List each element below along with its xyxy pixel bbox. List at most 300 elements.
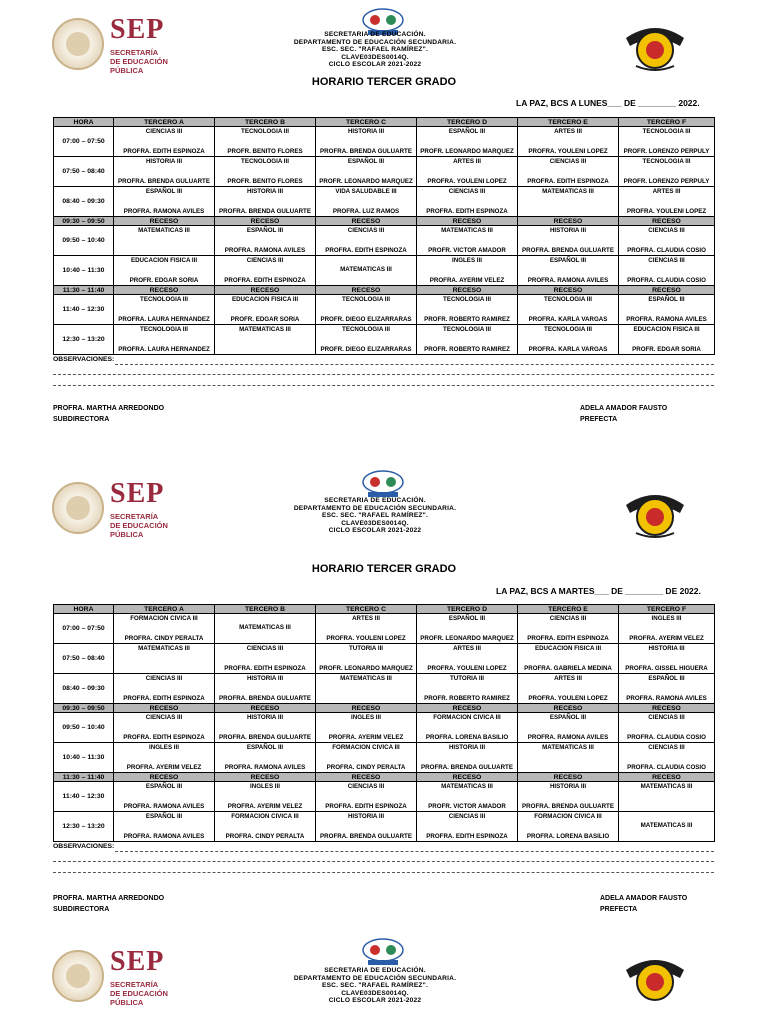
subject-name: VIDA SALUDABLE III	[335, 188, 397, 195]
school-crest-icon	[622, 18, 688, 74]
subject-name: MATEMATICAS III	[640, 783, 693, 790]
teacher-name: PROFRA. YOULENI LOPEZ	[427, 178, 507, 185]
class-cell	[215, 782, 316, 812]
subject-name: TECNOLOGIA III	[544, 326, 592, 333]
date-line: LA PAZ, BCS A LUNES___ DE ________ 2022.	[516, 98, 700, 108]
class-cell	[417, 782, 518, 812]
class-cell	[215, 127, 316, 157]
teacher-name: PROFRA. LAURA HERNANDEZ	[118, 316, 210, 323]
prefect-signature: ADELA AMADOR FAUSTO PREFECTA	[580, 405, 668, 423]
class-cell	[316, 644, 417, 674]
subject-name: ESPAÑOL III	[448, 615, 486, 622]
recess-cell: RECESO	[619, 217, 715, 226]
observations-label: OBSERVACIONES:	[53, 356, 115, 363]
teacher-name: PROFRA. EDITH ESPINOZA	[123, 695, 205, 702]
class-cell	[316, 127, 417, 157]
teacher-name: PROFR. LORENZO PERPULY	[623, 178, 710, 185]
time-slot: 07:00 – 07:50	[54, 614, 114, 644]
school-crest-icon	[622, 485, 688, 541]
subject-name: ARTES III	[652, 188, 681, 195]
subject-name: CIENCIAS III	[347, 227, 385, 234]
class-cell	[518, 713, 619, 743]
class-cell	[619, 743, 715, 773]
observations-line	[53, 374, 714, 375]
recess-cell: RECESO	[316, 773, 417, 782]
class-cell	[417, 743, 518, 773]
sep-subtitle: SECRETARÍA DE EDUCACIÓN PÚBLICA	[110, 48, 168, 75]
time-slot: 11:30 – 11:40	[54, 773, 114, 782]
class-cell	[518, 743, 619, 773]
teacher-name: PROFRA. BRENDA GULUARTE	[219, 695, 311, 702]
class-cell	[215, 812, 316, 842]
class-cell	[114, 256, 215, 286]
sep-logo	[52, 14, 172, 78]
teacher-name: PROFRA. EDITH ESPINOZA	[123, 148, 205, 155]
class-cell	[619, 325, 715, 355]
class-cell	[417, 674, 518, 704]
teacher-name: PROFRA. EDITH ESPINOZA	[224, 277, 306, 284]
class-cell	[114, 674, 215, 704]
class-cell	[518, 226, 619, 256]
subject-name: TECNOLOGIA III	[544, 296, 592, 303]
subject-name: INGLES III	[351, 714, 381, 721]
class-cell	[114, 295, 215, 325]
table-row	[54, 187, 715, 217]
table-row	[54, 325, 715, 355]
teacher-name: PROFR. LEONARDO MARQUEZ	[319, 178, 413, 185]
class-cell	[215, 674, 316, 704]
subject-name: MATEMATICAS III	[441, 227, 493, 234]
subject-name: HISTORIA III	[246, 714, 284, 721]
time-slot: 10:40 – 11:30	[54, 743, 114, 773]
subject-name: MATEMATICAS III	[340, 675, 392, 682]
recess-cell: RECESO	[417, 773, 518, 782]
teacher-name: PROFRA. YOULENI LOPEZ	[528, 148, 608, 155]
teacher-name: PROFRA. EDITH ESPINOZA	[426, 208, 508, 215]
class-cell	[114, 614, 215, 644]
time-slot: 09:50 – 10:40	[54, 713, 114, 743]
mexico-seal-icon	[52, 18, 104, 70]
column-header: TERCERO A	[114, 605, 215, 614]
observations-line	[53, 385, 714, 386]
class-cell	[215, 295, 316, 325]
column-header: TERCERO F	[619, 605, 715, 614]
class-cell	[518, 782, 619, 812]
recess-cell: RECESO	[518, 704, 619, 713]
teacher-name: PROFRA. LORENA BASILIO	[425, 734, 509, 741]
subject-name: ESPAÑOL III	[448, 128, 486, 135]
column-header: TERCERO C	[316, 605, 417, 614]
class-cell	[417, 187, 518, 217]
class-cell	[316, 713, 417, 743]
subject-name: HISTORIA III	[549, 783, 587, 790]
recess-cell: RECESO	[114, 704, 215, 713]
subject-name: HISTORIA III	[246, 675, 284, 682]
subject-name: HISTORIA III	[648, 645, 685, 652]
class-cell	[619, 295, 715, 325]
sep-wordmark: SEP	[110, 14, 165, 45]
observations-label: OBSERVACIONES:	[53, 843, 115, 850]
sep-logo	[52, 946, 172, 1010]
teacher-name: PROFR. ROBERTO RAMIREZ	[424, 695, 510, 702]
subject-name: FORMACION CIVICA III	[130, 615, 198, 622]
teacher-name: PROFR. VICTOR AMADOR	[428, 247, 506, 254]
mexico-seal-icon	[52, 950, 104, 1002]
sep-wordmark: SEP	[110, 478, 165, 509]
teacher-name: PROFRA. CLAUDIA COSIO	[627, 277, 706, 284]
class-cell	[619, 157, 715, 187]
subject-name: TECNOLOGIA III	[642, 128, 691, 135]
subject-name: EDUCACION FISICA III	[633, 326, 700, 333]
time-slot: 07:50 – 08:40	[54, 157, 114, 187]
teacher-name: PROFRA. BRENDA GULUARTE	[320, 148, 412, 155]
class-cell	[316, 674, 417, 704]
table-header-row	[54, 118, 715, 127]
teacher-name: PROFRA. BRENDA GULUARTE	[219, 734, 311, 741]
class-cell	[518, 614, 619, 644]
schedule-title: HORARIO TERCER GRADO	[311, 563, 457, 575]
time-slot: 07:00 – 07:50	[54, 127, 114, 157]
class-cell	[619, 127, 715, 157]
subject-name: CIENCIAS III	[648, 714, 685, 721]
recess-cell: RECESO	[619, 286, 715, 295]
teacher-name: PROFRA. AYERIM VELEZ	[328, 734, 404, 741]
class-cell	[619, 256, 715, 286]
class-cell	[518, 157, 619, 187]
teacher-name: PROFR. DIEGO ELIZARRARAS	[320, 346, 412, 353]
subdirector-signature: PROFRA. MARTHA ARREDONDO SUBDIRECTORA	[53, 405, 165, 423]
subject-name: TUTORIA III	[348, 645, 384, 652]
subject-name: TUTORIA III	[449, 675, 485, 682]
recess-cell: RECESO	[417, 286, 518, 295]
teacher-name: PROFRA. AYERIM VELEZ	[429, 277, 505, 284]
subject-name: INGLES III	[149, 744, 179, 751]
table-row	[54, 295, 715, 325]
teacher-name: PROFRA. BRENDA GULUARTE	[118, 178, 210, 185]
time-slot: 12:30 – 13:20	[54, 325, 114, 355]
subject-name: CIENCIAS III	[246, 257, 284, 264]
class-cell	[114, 812, 215, 842]
class-cell	[114, 782, 215, 812]
subject-name: CIENCIAS III	[347, 783, 385, 790]
teacher-name: PROFRA. EDITH ESPINOZA	[224, 665, 306, 672]
schedule-table	[53, 117, 715, 355]
column-header: TERCERO C	[316, 118, 417, 127]
teacher-name: PROFRA. CLAUDIA COSIO	[627, 247, 706, 254]
teacher-name: PROFRA. BRENDA GULUARTE	[421, 764, 513, 771]
subject-name: MATEMATICAS III	[239, 624, 291, 631]
subject-name: CIENCIAS III	[145, 675, 183, 682]
time-slot: 11:30 – 11:40	[54, 286, 114, 295]
subject-name: ESPAÑOL III	[648, 296, 685, 303]
teacher-name: PROFR. ROBERTO RAMIREZ	[424, 316, 510, 323]
school-header: SECRETARIA DE EDUCACIÓN. DEPARTAMENTO DE EDUCACIÓN SECUNDARIA. ESC. SEC. "RAFAEL RAMÍREZ". CLAVE03DES0014Q. CICLO ESCOLAR 2021-2022	[293, 31, 457, 69]
subject-name: FORMACION CIVICA III	[332, 744, 400, 751]
time-slot: 10:40 – 11:30	[54, 256, 114, 286]
subject-name: ESPAÑOL III	[145, 783, 183, 790]
class-cell	[114, 325, 215, 355]
schedule-title: HORARIO TERCER GRADO	[311, 76, 457, 88]
class-cell	[215, 644, 316, 674]
teacher-name: PROFRA. RAMONA AVILES	[123, 833, 205, 840]
teacher-name: PROFRA. EDITH ESPINOZA	[325, 803, 407, 810]
class-cell	[619, 614, 715, 644]
time-slot: 07:50 – 08:40	[54, 644, 114, 674]
subject-name: ESPAÑOL III	[246, 227, 284, 234]
column-header: HORA	[54, 605, 114, 614]
teacher-name: PROFR. LEONARDO MARQUEZ	[420, 635, 514, 642]
subject-name: CIENCIAS III	[648, 257, 685, 264]
teacher-name: PROFRA. EDITH ESPINOZA	[527, 178, 609, 185]
teacher-name: PROFR. LEONARDO MARQUEZ	[319, 665, 413, 672]
prefect-signature: ADELA AMADOR FAUSTO PREFECTA	[600, 895, 688, 913]
date-line: LA PAZ, BCS A MARTES___ DE ________ DE 2022.	[496, 586, 701, 596]
recess-cell: RECESO	[417, 704, 518, 713]
table-row	[54, 812, 715, 842]
teacher-name: PROFRA. RAMONA AVILES	[224, 764, 306, 771]
time-slot: 08:40 – 09:30	[54, 187, 114, 217]
class-cell	[518, 812, 619, 842]
school-crest-icon	[622, 950, 688, 1006]
subject-name: FORMACION CIVICA III	[231, 813, 299, 820]
subject-name: ESPAÑOL III	[648, 675, 685, 682]
teacher-name: PROFRA. RAMONA AVILES	[224, 247, 306, 254]
time-slot: 11:40 – 12:30	[54, 295, 114, 325]
subject-name: TECNOLOGIA III	[342, 296, 390, 303]
subject-name: HISTORIA III	[347, 813, 385, 820]
recess-cell: RECESO	[114, 217, 215, 226]
time-slot: 09:30 – 09:50	[54, 704, 114, 713]
teacher-name: PROFRA. CLAUDIA COSIO	[627, 764, 706, 771]
recess-cell: RECESO	[316, 217, 417, 226]
subject-name: ESPAÑOL III	[347, 158, 385, 165]
recess-cell: RECESO	[215, 286, 316, 295]
class-cell	[417, 713, 518, 743]
class-cell	[316, 226, 417, 256]
class-cell	[316, 782, 417, 812]
class-cell	[619, 782, 715, 812]
subject-name: CIENCIAS III	[549, 615, 587, 622]
table-row	[54, 674, 715, 704]
class-cell	[417, 614, 518, 644]
recess-row	[54, 704, 715, 713]
table-row	[54, 614, 715, 644]
recess-cell: RECESO	[518, 286, 619, 295]
table-row	[54, 782, 715, 812]
recess-cell: RECESO	[316, 704, 417, 713]
subject-name: INGLES III	[651, 615, 682, 622]
subject-name: ARTES III	[352, 615, 380, 622]
recess-cell: RECESO	[114, 286, 215, 295]
class-cell	[316, 295, 417, 325]
subject-name: HISTORIA III	[549, 227, 587, 234]
sep-subtitle: SECRETARÍA DE EDUCACIÓN PÚBLICA	[110, 980, 168, 1007]
subject-name: MATEMATICAS III	[340, 266, 392, 273]
class-cell	[215, 713, 316, 743]
teacher-name: PROFRA. YOULENI LOPEZ	[427, 665, 507, 672]
teacher-name: PROFR. EDGAR SORIA	[230, 316, 300, 323]
observations-line	[53, 872, 714, 873]
subject-name: CIENCIAS III	[549, 158, 587, 165]
subject-name: TECNOLOGIA III	[140, 296, 188, 303]
teacher-name: PROFRA. BRENDA GULUARTE	[219, 208, 311, 215]
school-header: SECRETARIA DE EDUCACIÓN. DEPARTAMENTO DE EDUCACIÓN SECUNDARIA. ESC. SEC. "RAFAEL RAMÍREZ". CLAVE03DES0014Q. CICLO ESCOLAR 2021-2022	[293, 967, 457, 1005]
table-row	[54, 226, 715, 256]
teacher-name: PROFRA. EDITH ESPINOZA	[123, 734, 205, 741]
subject-name: EDUCACION FISICA III	[130, 257, 198, 264]
class-cell	[417, 256, 518, 286]
table-row	[54, 743, 715, 773]
subject-name: MATEMATICAS III	[542, 744, 594, 751]
observations-line	[115, 364, 714, 365]
class-cell	[518, 674, 619, 704]
table-row	[54, 713, 715, 743]
column-header: TERCERO E	[518, 605, 619, 614]
teacher-name: PROFRA. BRENDA GULUARTE	[522, 247, 614, 254]
class-cell	[316, 157, 417, 187]
class-cell	[518, 295, 619, 325]
subject-name: MATEMATICAS III	[441, 783, 493, 790]
class-cell	[215, 614, 316, 644]
teacher-name: PROFRA. RAMONA AVILES	[527, 277, 609, 284]
recess-cell: RECESO	[619, 704, 715, 713]
class-cell	[114, 743, 215, 773]
teacher-name: PROFRA. RAMONA AVILES	[123, 803, 205, 810]
class-cell	[114, 713, 215, 743]
teacher-name: PROFR. VICTOR AMADOR	[428, 803, 506, 810]
class-cell	[114, 226, 215, 256]
schedule-table	[53, 604, 715, 842]
subject-name: ESPAÑOL III	[549, 714, 587, 721]
class-cell	[417, 812, 518, 842]
recess-row	[54, 217, 715, 226]
class-cell	[215, 187, 316, 217]
teacher-name: PROFR. EDGAR SORIA	[632, 346, 701, 353]
subject-name: CIENCIAS III	[246, 645, 284, 652]
sep-wordmark: SEP	[110, 946, 165, 977]
table-row	[54, 644, 715, 674]
subject-name: TECNOLOGIA III	[642, 158, 691, 165]
subject-name: MATEMATICAS III	[138, 227, 190, 234]
class-cell	[417, 325, 518, 355]
subject-name: TECNOLOGIA III	[241, 158, 289, 165]
teacher-name: PROFRA. AYERIM VELEZ	[629, 635, 704, 642]
subject-name: HISTORIA III	[448, 744, 486, 751]
teacher-name: PROFRA. CINDY PERALTA	[225, 833, 305, 840]
subject-name: ARTES III	[453, 645, 481, 652]
subject-name: CIENCIAS III	[648, 227, 685, 234]
teacher-name: PROFR. EDGAR SORIA	[129, 277, 199, 284]
subject-name: INGLES III	[250, 783, 280, 790]
subject-name: HISTORIA III	[145, 158, 183, 165]
table-row	[54, 256, 715, 286]
class-cell	[518, 256, 619, 286]
class-cell	[316, 187, 417, 217]
time-slot: 08:40 – 09:30	[54, 674, 114, 704]
subject-name: TECNOLOGIA III	[443, 326, 491, 333]
teacher-name: PROFR. BENITO FLORES	[227, 148, 303, 155]
class-cell	[316, 614, 417, 644]
recess-cell: RECESO	[114, 773, 215, 782]
class-cell	[417, 127, 518, 157]
time-slot: 09:50 – 10:40	[54, 226, 114, 256]
column-header: TERCERO D	[417, 118, 518, 127]
teacher-name: PROFRA. AYERIM VELEZ	[126, 764, 202, 771]
subject-name: ESPAÑOL III	[246, 744, 284, 751]
teacher-name: PROFRA. LUZ RAMOS	[332, 208, 400, 215]
class-cell	[114, 644, 215, 674]
teacher-name: PROFRA. YOULENI LOPEZ	[626, 208, 707, 215]
subject-name: MATEMATICAS III	[239, 326, 291, 333]
class-cell	[114, 127, 215, 157]
class-cell	[215, 256, 316, 286]
column-header: TERCERO D	[417, 605, 518, 614]
subdirector-signature: PROFRA. MARTHA ARREDONDO SUBDIRECTORA	[53, 895, 165, 913]
teacher-name: PROFRA. RAMONA AVILES	[626, 316, 707, 323]
class-cell	[114, 157, 215, 187]
teacher-name: PROFRA. EDITH ESPINOZA	[426, 833, 508, 840]
subject-name: ESPAÑOL III	[145, 188, 183, 195]
recess-cell: RECESO	[619, 773, 715, 782]
recess-cell: RECESO	[215, 704, 316, 713]
teacher-name: PROFRA. YOULENI LOPEZ	[528, 695, 608, 702]
class-cell	[619, 644, 715, 674]
subject-name: TECNOLOGIA III	[140, 326, 188, 333]
recess-cell: RECESO	[518, 773, 619, 782]
time-slot: 12:30 – 13:20	[54, 812, 114, 842]
subject-name: CIENCIAS III	[145, 714, 183, 721]
teacher-name: PROFRA. BRENDA GULUARTE	[320, 833, 412, 840]
class-cell	[518, 644, 619, 674]
mexico-seal-icon	[52, 482, 104, 534]
table-row	[54, 157, 715, 187]
subject-name: EDUCACION FISICA III	[231, 296, 299, 303]
teacher-name: PROFRA. GISSEL HIGUERA	[625, 665, 708, 672]
subject-name: TECNOLOGIA III	[443, 296, 491, 303]
class-cell	[417, 226, 518, 256]
subject-name: MATEMATICAS III	[138, 645, 190, 652]
teacher-name: PROFRA. GABRIELA MEDINA	[524, 665, 612, 672]
sep-logo	[52, 478, 172, 542]
sep-subtitle: SECRETARÍA DE EDUCACIÓN PÚBLICA	[110, 512, 168, 539]
subject-name: ESPAÑOL III	[145, 813, 183, 820]
recess-cell: RECESO	[215, 217, 316, 226]
teacher-name: PROFRA. CINDY PERALTA	[326, 764, 406, 771]
class-cell	[215, 226, 316, 256]
column-header: HORA	[54, 118, 114, 127]
subject-name: ARTES III	[554, 128, 582, 135]
class-cell	[417, 295, 518, 325]
class-cell	[619, 674, 715, 704]
observations-line	[115, 851, 714, 852]
subject-name: FORMACION CIVICA III	[534, 813, 602, 820]
observations-line	[53, 861, 714, 862]
teacher-name: PROFRA. EDITH ESPINOZA	[325, 247, 407, 254]
teacher-name: PROFR. BENITO FLORES	[227, 178, 303, 185]
teacher-name: PROFRA. KARLA VARGAS	[528, 316, 608, 323]
subject-name: FORMACION CIVICA III	[433, 714, 501, 721]
subject-name: CIENCIAS III	[145, 128, 183, 135]
subject-name: MATEMATICAS III	[542, 188, 594, 195]
subject-name: EDUCACION FISICA III	[534, 645, 602, 652]
teacher-name: PROFR. ROBERTO RAMIREZ	[424, 346, 510, 353]
class-cell	[518, 325, 619, 355]
subject-name: CIENCIAS III	[648, 744, 685, 751]
teacher-name: PROFRA. RAMONA AVILES	[123, 208, 205, 215]
class-cell	[215, 325, 316, 355]
class-cell	[619, 226, 715, 256]
column-header: TERCERO B	[215, 118, 316, 127]
